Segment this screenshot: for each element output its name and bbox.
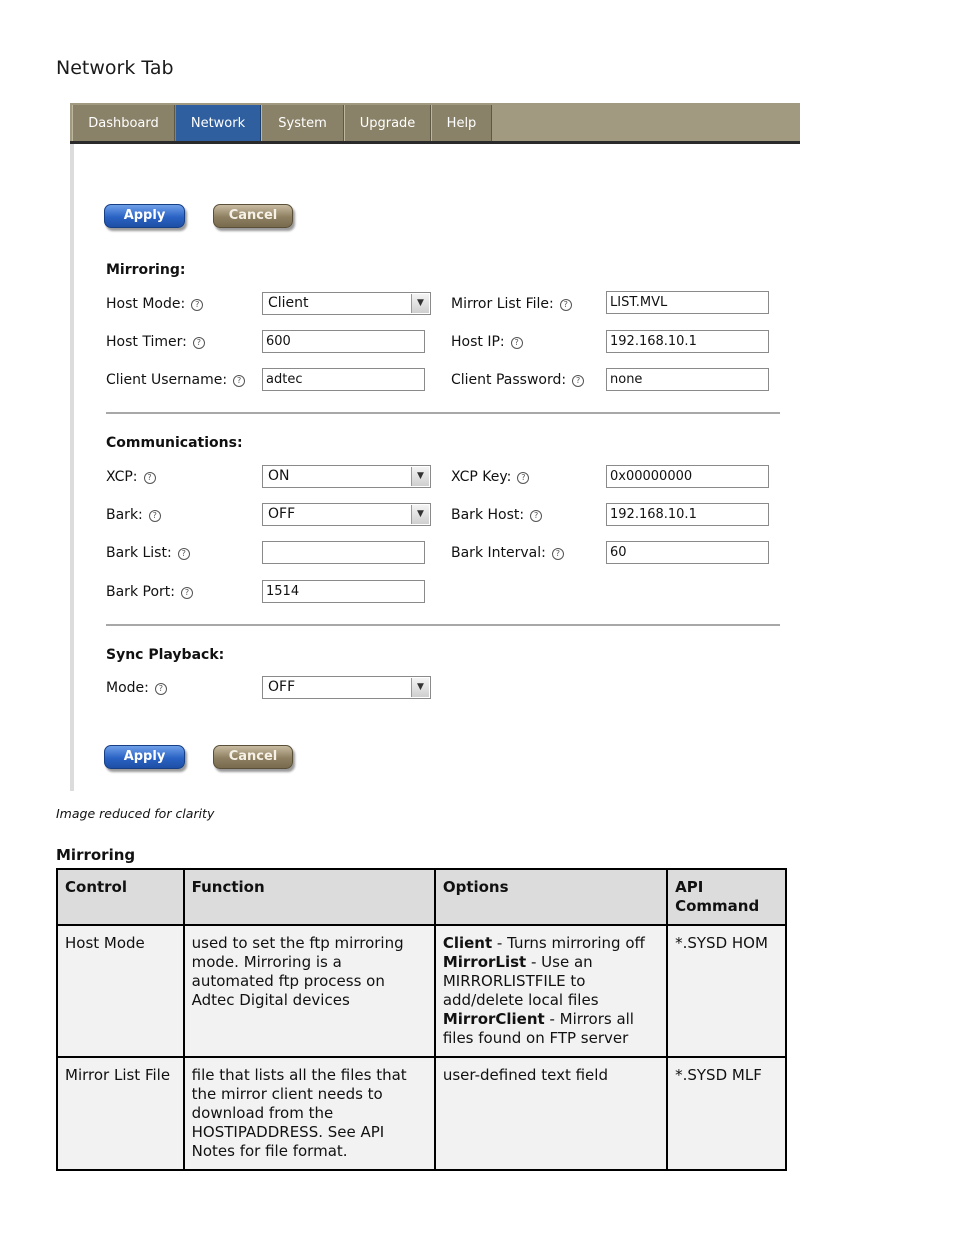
bark-host-label-text: Bark Host: bbox=[451, 507, 525, 523]
client-username-input[interactable]: adtec bbox=[262, 368, 425, 391]
web-ui-screenshot bbox=[70, 103, 800, 791]
chevron-down-icon[interactable]: ▼ bbox=[411, 294, 429, 313]
host-timer-label bbox=[106, 334, 205, 350]
host-timer-label-text: Host Timer: bbox=[106, 334, 187, 350]
cell-api-command: *.SYSD HOM bbox=[667, 925, 786, 1057]
xcp-value: ON bbox=[268, 468, 290, 484]
mirror-list-file-label-text: Mirror List File: bbox=[451, 296, 554, 312]
left-border bbox=[70, 143, 74, 791]
option-name: Client bbox=[442, 934, 493, 952]
apply-button-top[interactable]: Apply bbox=[104, 204, 185, 228]
host-ip-label-text: Host IP: bbox=[451, 334, 505, 350]
cell-function: file that lists all the files that the mirror client needs to download from the HOSTIPADDRESS. See API Notes for file format. bbox=[184, 1057, 435, 1170]
mode-label bbox=[106, 680, 167, 696]
cell-options: user-defined text field bbox=[435, 1057, 667, 1170]
bark-list-input[interactable] bbox=[262, 541, 425, 564]
section-divider bbox=[106, 624, 780, 626]
bark-port-label bbox=[106, 584, 193, 600]
cell-control: Host Mode bbox=[57, 925, 184, 1057]
table-title: Mirroring bbox=[56, 846, 136, 864]
help-icon[interactable]: ? bbox=[572, 375, 584, 387]
cancel-button-top[interactable]: Cancel bbox=[213, 204, 293, 228]
option-name: MirrorClient bbox=[442, 1010, 545, 1028]
table-header-row bbox=[57, 869, 786, 925]
bark-interval-input[interactable]: 60 bbox=[606, 541, 769, 564]
sync-mode-value: OFF bbox=[268, 679, 296, 695]
option-desc: - Mirrors all files found on FTP server bbox=[442, 1010, 634, 1047]
client-username-label bbox=[106, 372, 245, 388]
cell-api-command: *.SYSD MLF bbox=[667, 1057, 786, 1170]
xcp-label bbox=[106, 469, 156, 485]
table-row bbox=[57, 1057, 786, 1170]
host-mode-select[interactable] bbox=[262, 292, 431, 315]
client-password-label-text: Client Password: bbox=[451, 372, 567, 388]
sync-playback-heading: Sync Playback: bbox=[106, 647, 225, 663]
image-caption: Image reduced for clarity bbox=[56, 806, 215, 821]
chevron-down-icon[interactable]: ▼ bbox=[411, 678, 429, 697]
tab-network[interactable]: Network bbox=[175, 105, 261, 141]
bark-list-label bbox=[106, 545, 190, 561]
tab-help[interactable]: Help bbox=[431, 105, 492, 141]
help-icon[interactable]: ? bbox=[233, 375, 245, 387]
bark-interval-label-text: Bark Interval: bbox=[451, 545, 546, 561]
help-icon[interactable]: ? bbox=[530, 510, 542, 522]
host-ip-input[interactable]: 192.168.10.1 bbox=[606, 330, 769, 353]
chevron-down-icon[interactable]: ▼ bbox=[411, 467, 429, 486]
host-ip-label bbox=[451, 334, 523, 350]
cell-function: used to set the ftp mirroring mode. Mirroring is a automated ftp process on Adtec Digital devices bbox=[184, 925, 435, 1057]
xcp-label-text: XCP: bbox=[106, 469, 138, 485]
option-item bbox=[443, 934, 659, 953]
help-icon[interactable]: ? bbox=[517, 472, 529, 484]
help-icon[interactable]: ? bbox=[181, 587, 193, 599]
cell-options bbox=[435, 925, 667, 1057]
xcp-key-label bbox=[451, 469, 529, 485]
page-title: Network Tab bbox=[56, 57, 174, 79]
option-item bbox=[443, 953, 659, 1010]
xcp-key-label-text: XCP Key: bbox=[451, 469, 512, 485]
client-username-label-text: Client Username: bbox=[106, 372, 228, 388]
header-control: Control bbox=[57, 869, 184, 925]
host-mode-label bbox=[106, 296, 203, 312]
option-desc: - Turns mirroring off bbox=[492, 934, 645, 952]
section-divider bbox=[106, 412, 780, 414]
sync-mode-select[interactable] bbox=[262, 676, 431, 699]
client-password-label bbox=[451, 372, 584, 388]
help-icon[interactable]: ? bbox=[193, 337, 205, 349]
host-mode-label-text: Host Mode: bbox=[106, 296, 186, 312]
help-icon[interactable]: ? bbox=[155, 683, 167, 695]
mirror-list-file-input[interactable]: LIST.MVL bbox=[606, 291, 769, 314]
help-icon[interactable]: ? bbox=[511, 337, 523, 349]
cell-control: Mirror List File bbox=[57, 1057, 184, 1170]
bark-port-input[interactable]: 1514 bbox=[262, 580, 425, 603]
chevron-down-icon[interactable]: ▼ bbox=[411, 505, 429, 524]
option-desc: - Use an MIRRORLISTFILE to add/delete local files bbox=[442, 953, 599, 1009]
xcp-select[interactable] bbox=[262, 465, 431, 488]
bark-host-input[interactable]: 192.168.10.1 bbox=[606, 503, 769, 526]
help-icon[interactable]: ? bbox=[191, 299, 203, 311]
host-mode-value: Client bbox=[268, 295, 309, 311]
tab-system[interactable]: System bbox=[261, 105, 344, 141]
bark-value: OFF bbox=[268, 506, 296, 522]
mirroring-heading: Mirroring: bbox=[106, 262, 186, 278]
help-icon[interactable]: ? bbox=[552, 548, 564, 560]
help-icon[interactable]: ? bbox=[149, 510, 161, 522]
bark-list-label-text: Bark List: bbox=[106, 545, 172, 561]
cancel-button-bottom[interactable]: Cancel bbox=[213, 745, 293, 769]
communications-heading: Communications: bbox=[106, 435, 243, 451]
option-name: MirrorList bbox=[442, 953, 527, 971]
header-options: Options bbox=[435, 869, 667, 925]
bark-host-label bbox=[451, 507, 542, 523]
table-row bbox=[57, 925, 786, 1057]
apply-button-bottom[interactable]: Apply bbox=[104, 745, 185, 769]
bark-select[interactable] bbox=[262, 503, 431, 526]
bark-interval-label bbox=[451, 545, 564, 561]
mirror-list-file-label bbox=[451, 296, 572, 312]
help-icon[interactable]: ? bbox=[560, 299, 572, 311]
bark-label bbox=[106, 507, 161, 523]
header-api-command: API Command bbox=[667, 869, 786, 925]
bark-port-label-text: Bark Port: bbox=[106, 584, 175, 600]
bark-label-text: Bark: bbox=[106, 507, 143, 523]
host-timer-input[interactable]: 600 bbox=[262, 330, 425, 353]
tab-upgrade[interactable]: Upgrade bbox=[344, 105, 431, 141]
mode-label-text: Mode: bbox=[106, 680, 149, 696]
mirroring-table bbox=[56, 868, 787, 1171]
help-icon[interactable]: ? bbox=[178, 548, 190, 560]
tab-dashboard[interactable]: Dashboard bbox=[72, 105, 175, 141]
header-function: Function bbox=[184, 869, 435, 925]
client-password-input[interactable]: none bbox=[606, 368, 769, 391]
help-icon[interactable]: ? bbox=[144, 472, 156, 484]
tab-bar bbox=[70, 103, 800, 144]
option-item bbox=[443, 1010, 659, 1048]
xcp-key-input[interactable]: 0x00000000 bbox=[606, 465, 769, 488]
